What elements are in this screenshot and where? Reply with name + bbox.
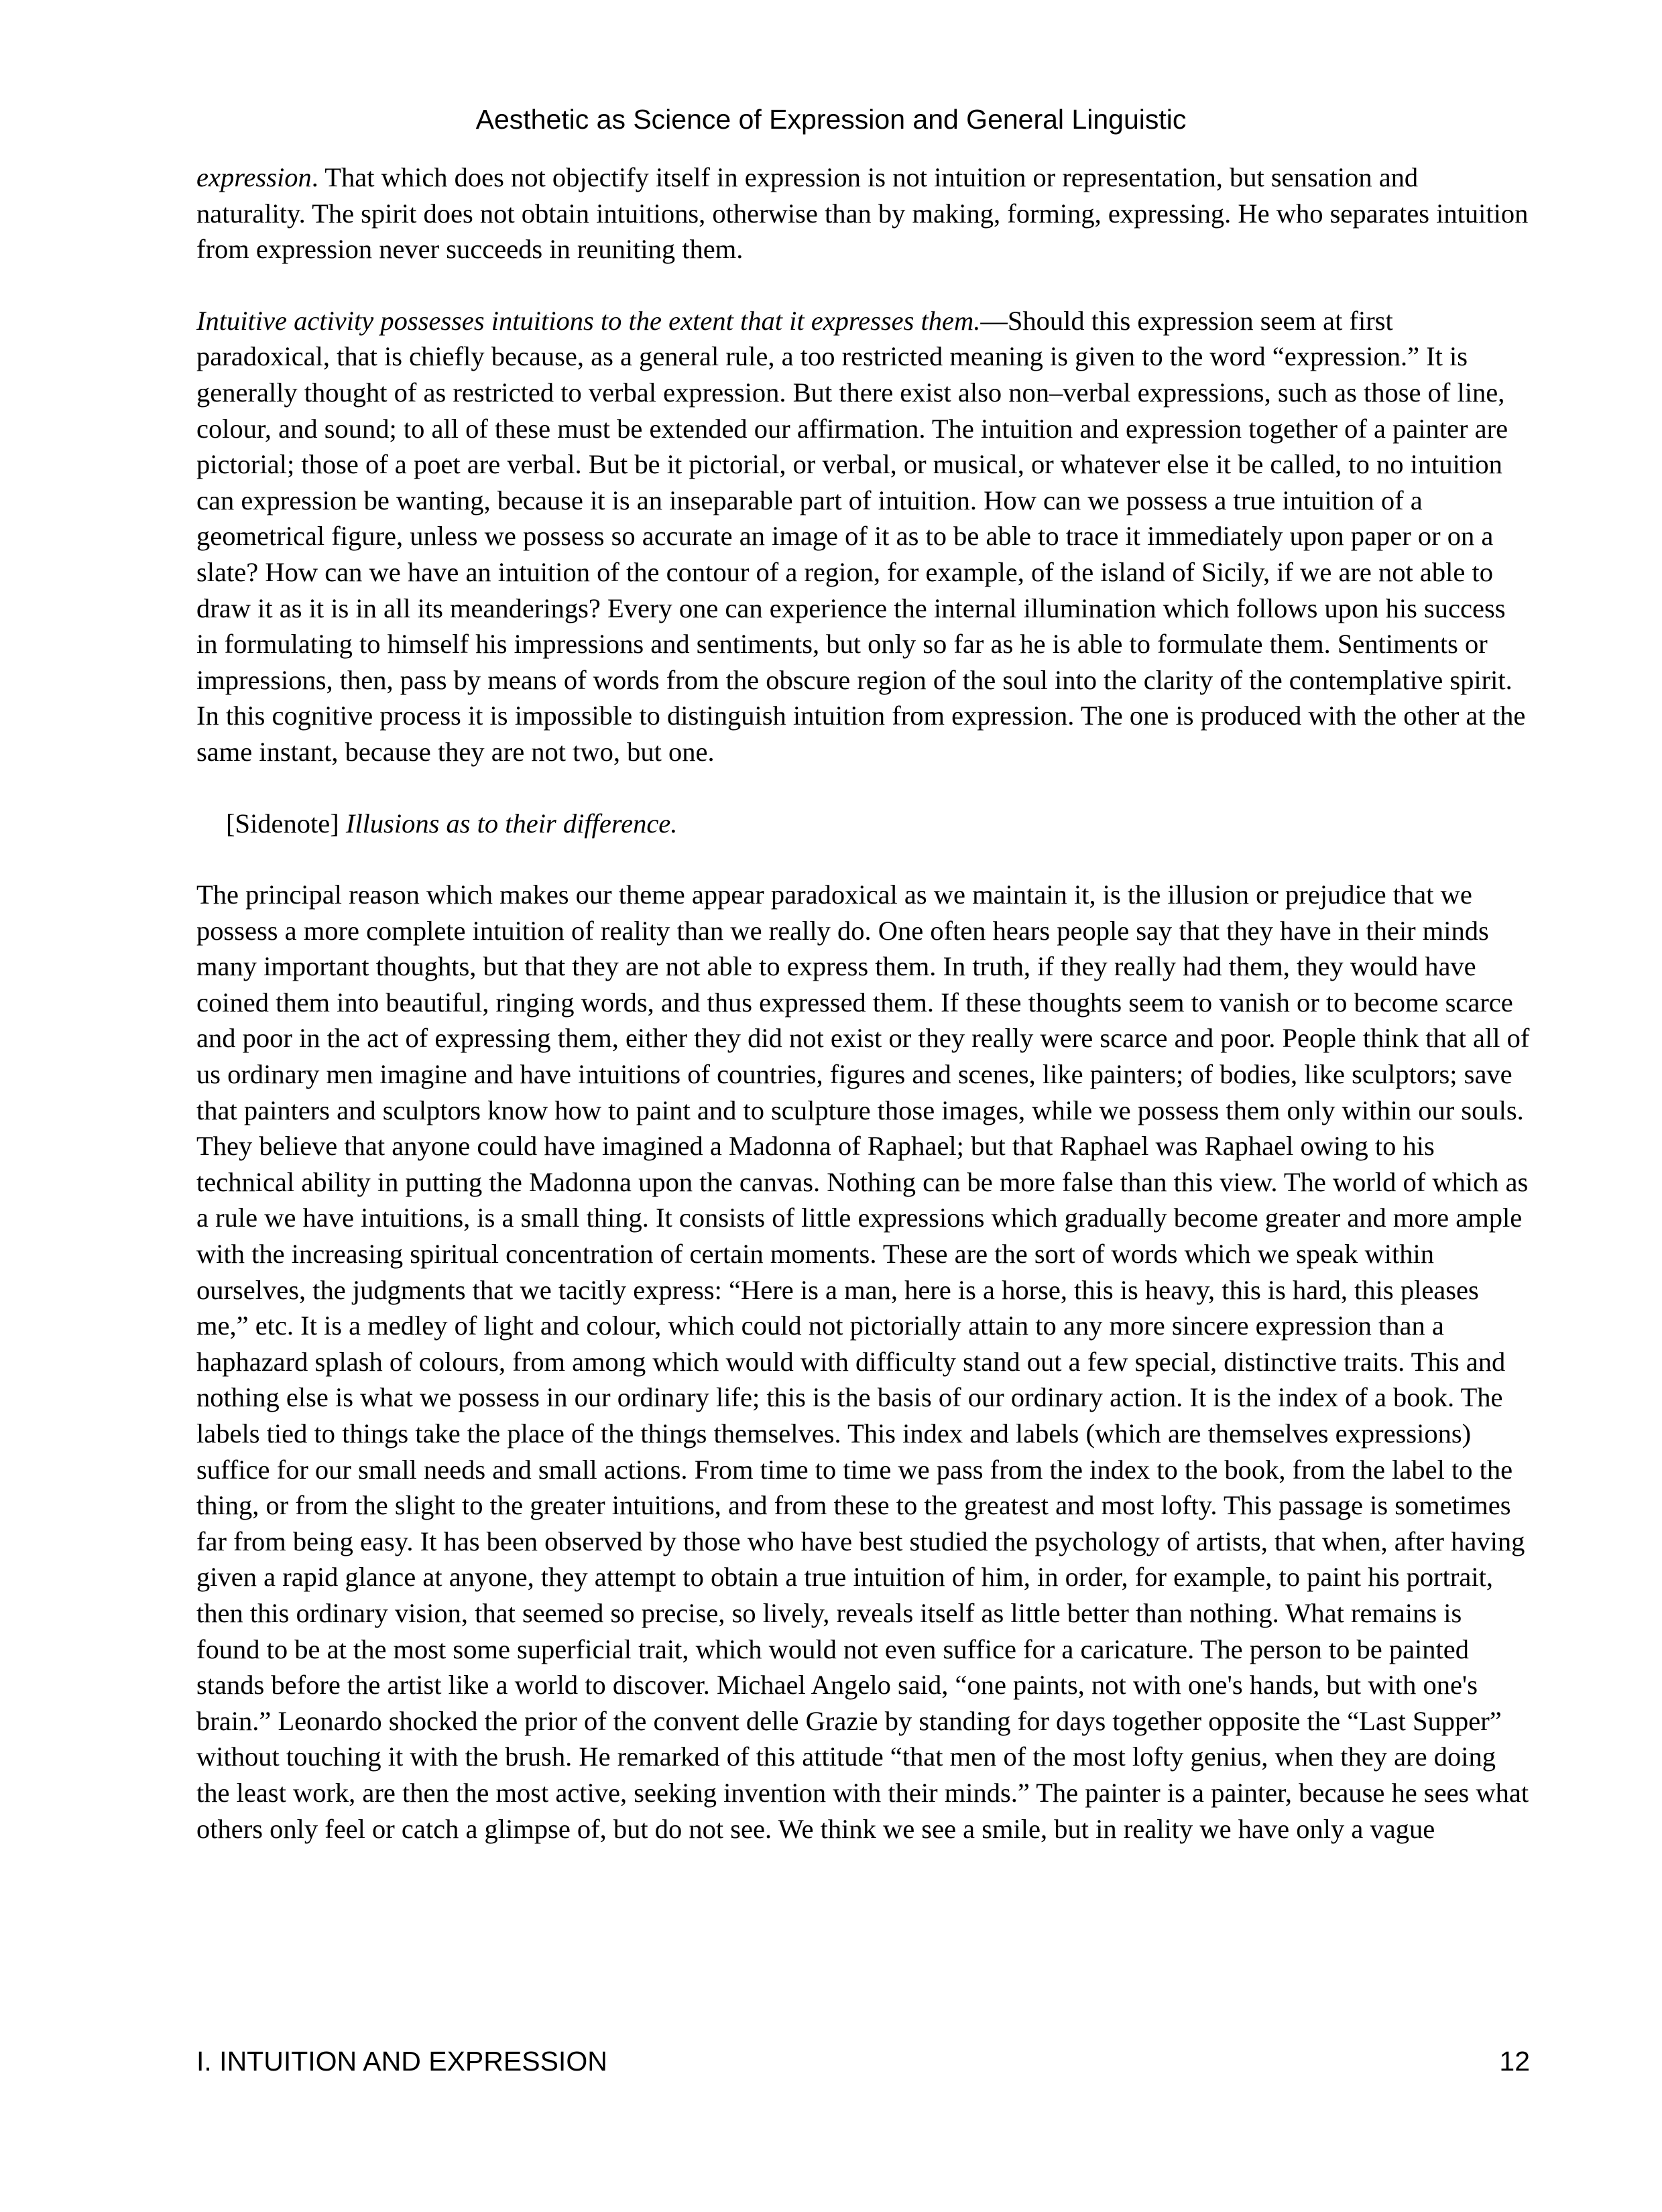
italic-lead: Intuitive activity possesses intuitions to the extent that it expresses them. [196,305,981,336]
sidenote [196,806,1531,842]
paragraph [196,877,1531,1847]
body-text [196,160,1531,1882]
italic-lead: expression [196,162,312,192]
sidenote-label: [Sidenote] [226,808,346,839]
running-header: Aesthetic as Science of Expression and General Linguistic [475,104,1187,135]
paragraph [196,160,1531,267]
paragraph-text: The principal reason which makes our theme appear paradoxical as we maintain it, is the illusion or prejudice that we possess a more complete intuition of reality than we really do. One often hears people say that they have in their minds many important thoughts, but that they are not able to express them. In truth, if they really had them, they would have coined them into beautiful, ringing words, and thus expressed them. If these thoughts seem to vanish or to become scarce and poor in the act of expressing them, either they did not exist or they really were scarce and poor. People think that all of us ordinary men imagine and have intuitions of countries, figures and scenes, like painters; of bodies, like sculptors; save that painters and sculptors know how to paint and to sculpture those images, while we possess them only within our souls. They believe that anyone could have imagined a Madonna of Raphael; but that Raphael was Raphael owing to his technical ability in putting the Madonna upon the canvas. Nothing can be more false than this view. The world of which as a rule we have intuitions, is a small thing. It consists of little expressions which gradually become greater and more ample with the increasing spiritual concentration of certain moments. These are the sort of words which we speak within ourselves, the judgments that we tacitly express: “Here is a man, here is a horse, this is heavy, this is hard, this pleases me,” etc. It is a medley of light and colour, which could not pictorially attain to any more sincere expression than a haphazard splash of colours, from among which would with difficulty stand out a few special, distinctive traits. This and nothing else is what we possess in our ordinary life; this is the basis of our ordinary action. It is the index of a book. The labels tied to things take the place of the things themselves. This index and labels (which are themselves expressions) suffice for our small needs and small actions. From time to time we pass from the index to the book, from the label to the thing, or from the slight to the greater intuitions, and from these to the greatest and most lofty. This passage is sometimes far from being easy. It has been observed by those who have best studied the psychology of artists, that when, after having given a rapid glance at anyone, they attempt to obtain a true intuition of him, in order, for example, to paint his portrait, then this ordinary vision, that seemed so precise, so lively, reveals itself as little better than nothing. What remains is found to be at the most some superficial trait, which would not even suffice for a caricature. The person to be painted stands before the artist like a world to discover. Michael Angelo said, “one paints, not with one's hands, but with one's brain.” Leonardo shocked the prior of the convent delle Grazie by standing for days together opposite the “Last Supper” without touching it with the brush. He remarked of this attitude “that men of the most lofty genius, when they are doing the least work, are then the most active, seeking invention with their minds.” The painter is a painter, because he sees what others only feel or catch a glimpse of, but do not see. We think we see a smile, but in reality we have only a vague [196,879,1530,1844]
paragraph-text: —Should this expression seem at first paradoxical, that is chiefly because, as a general rule, a too restricted meaning is given to the word “expression.” It is generally thought of as restricted to verbal expression. But there exist also non–verbal expressions, such as those of line, colour, and sound; to all of these must be extended our affirmation. The intuition and expression together of a painter are pictorial; those of a poet are verbal. But be it pictorial, or verbal, or musical, or whatever else it be called, to no intuition can expression be wanting, because it is an inseparable part of intuition. How can we possess a true intuition of a geometrical figure, unless we possess so accurate an image of it as to be able to trace it immediately upon paper or on a slate? How can we have an intuition of the contour of a region, for example, of the island of Sicily, if we are not able to draw it as it is in all its meanderings? Every one can experience the internal illumination which follows upon his success in formulating to himself his impressions and sentiments, but only so far as he is able to formulate them. Sentiments or impressions, then, pass by means of words from the obscure region of the soul into the clarity of the contemplative spirit. In this cognitive process it is impossible to distinguish intuition from expression. The one is produced with the other at the same instant, because they are not two, but one. [196,305,1526,767]
footer-chapter-title: I. INTUITION AND EXPRESSION [196,2046,607,2077]
sidenote-text: Illusions as to their difference. [345,808,678,839]
paragraph-text: . That which does not objectify itself in expression is not intuition or representation, but sensation and naturality. The spirit does not obtain intuitions, otherwise than by making, forming, expressing. He who separates intuition from expression never succeeds in reuniting them. [196,162,1529,265]
paragraph [196,303,1531,770]
page-number: 12 [1499,2046,1530,2077]
